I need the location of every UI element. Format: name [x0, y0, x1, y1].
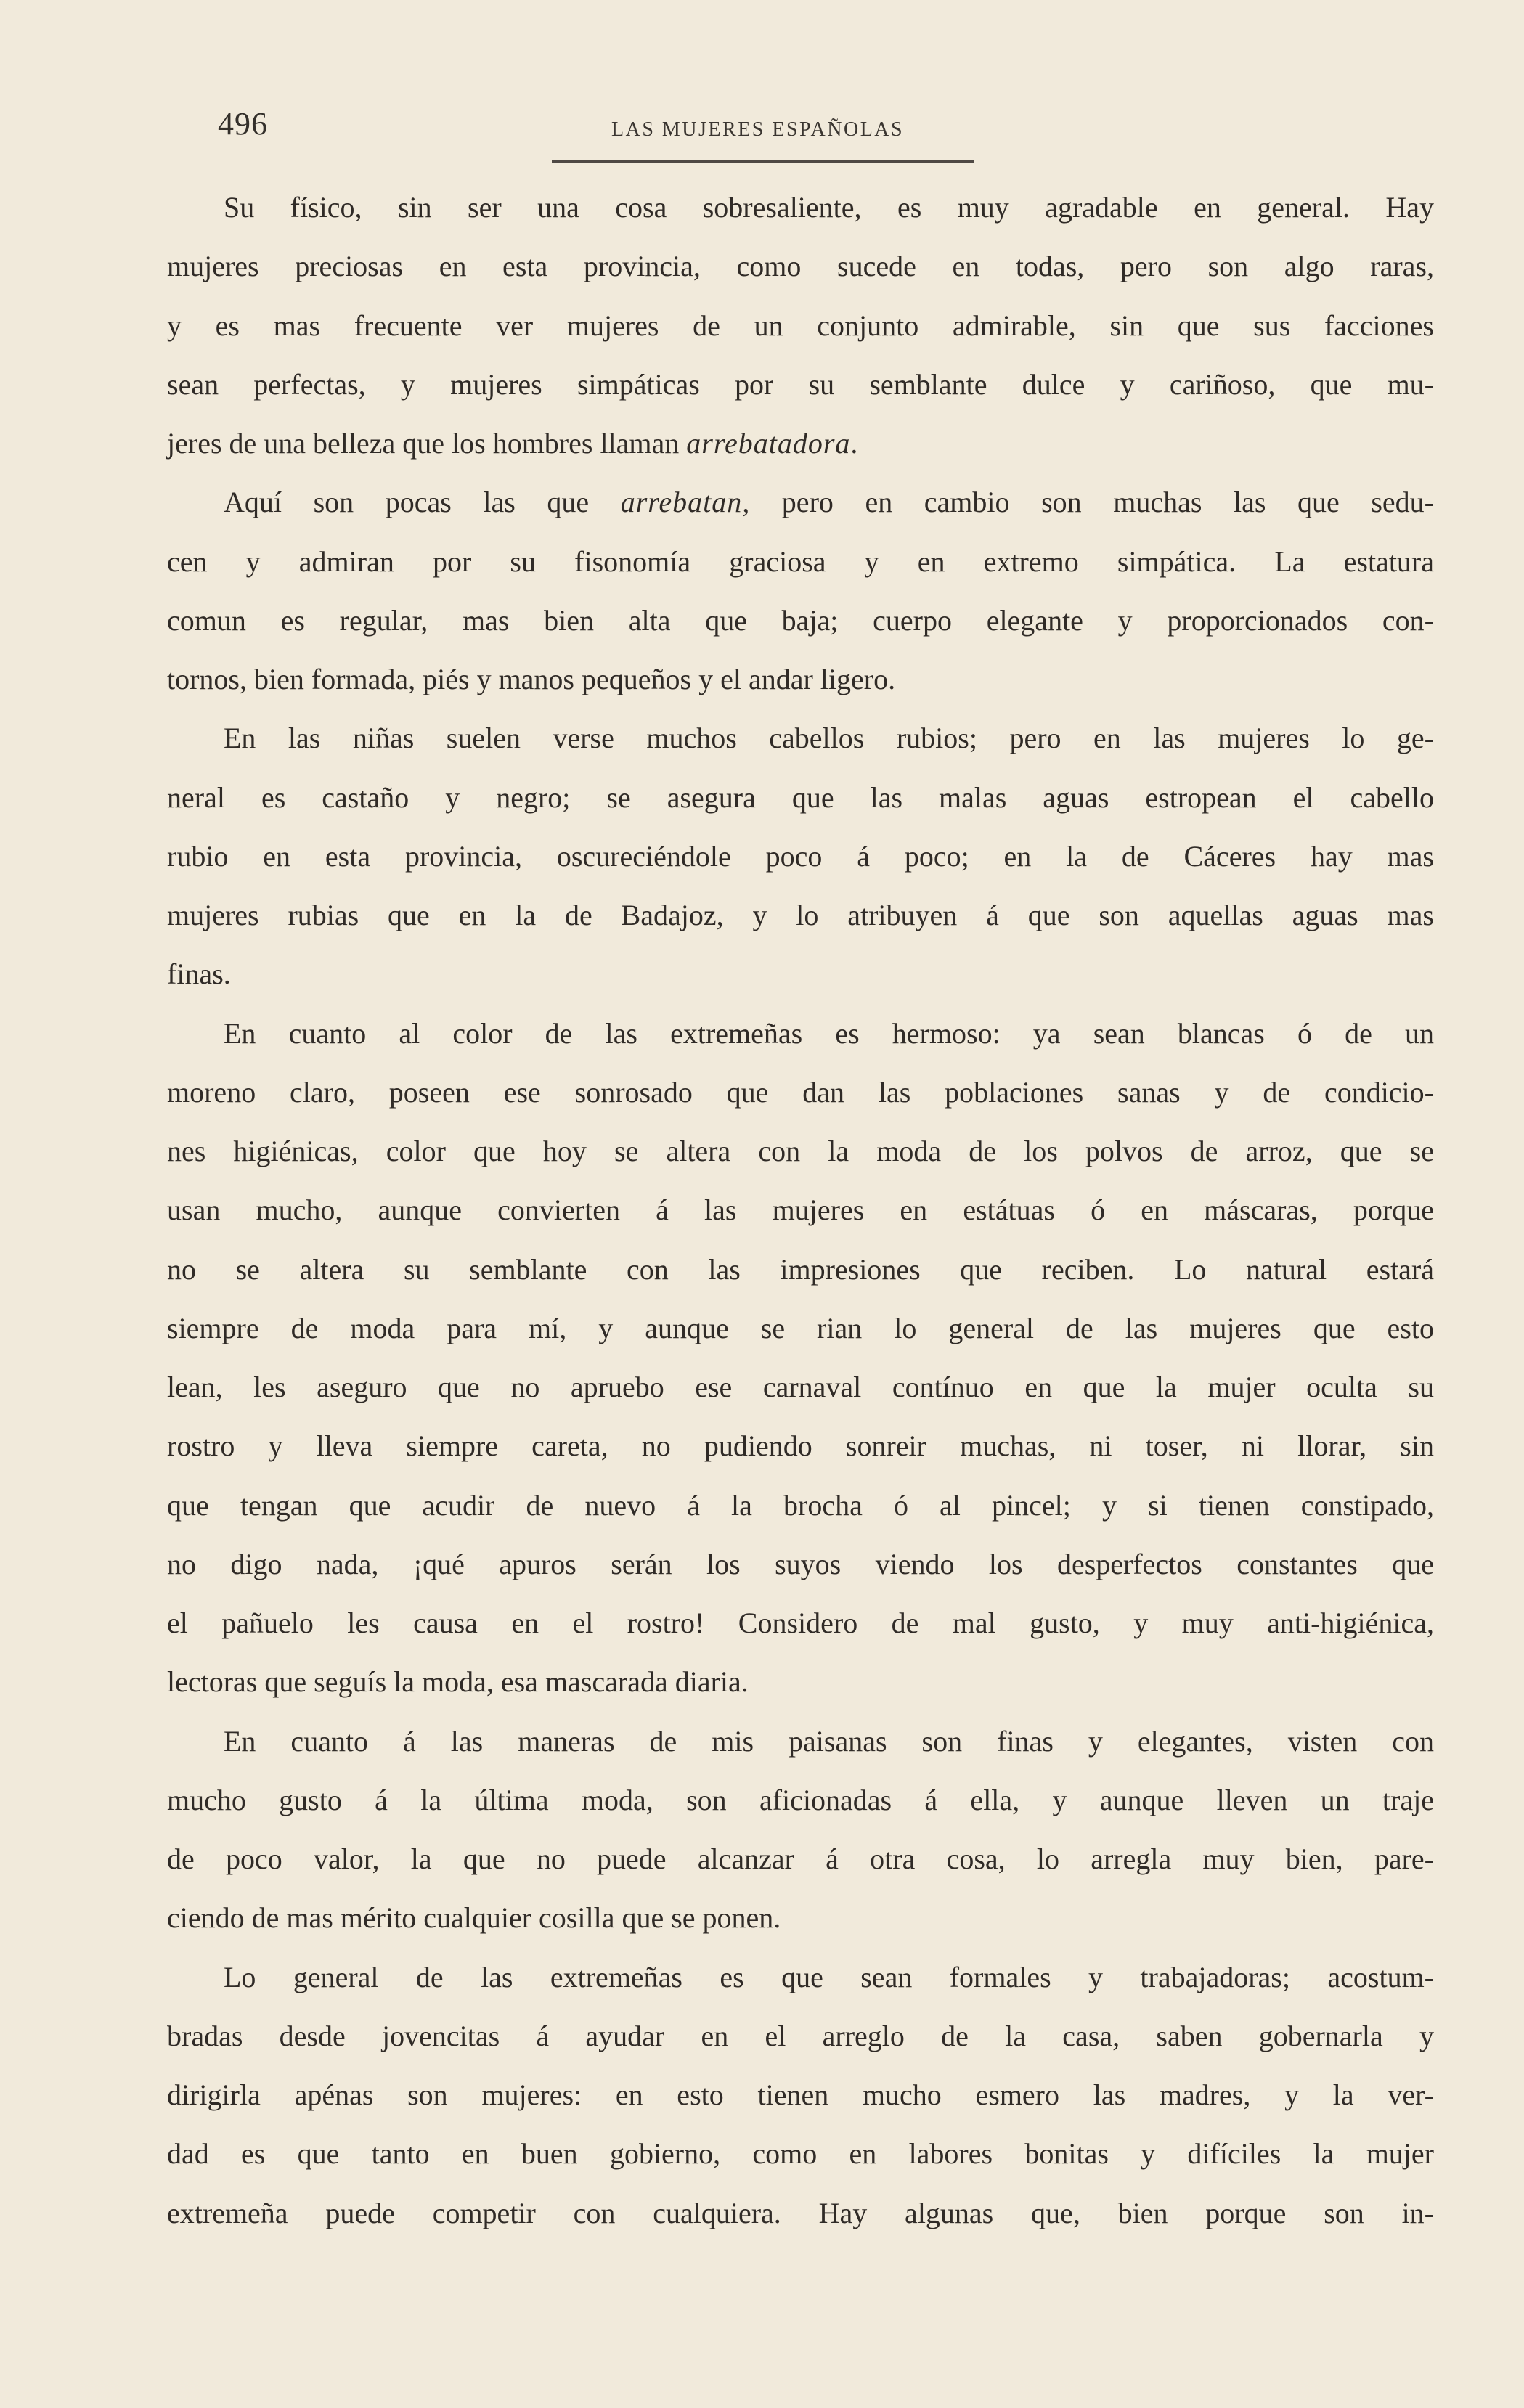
paragraph-4 [167, 1004, 1434, 1712]
page-header [218, 105, 1445, 171]
page-number: 496 [218, 106, 268, 142]
text-line: nes higiénicas, color que hoy se altera con la moda de los polvos de arroz, que se [167, 1135, 1434, 1167]
text-fragment: jeres de una belleza que los hombres llaman [167, 427, 687, 460]
text-fragment: pero en cambio son muchas las que sedu- [750, 486, 1434, 519]
text-line: En las niñas suelen verse muchos cabellos rubios; pero en las mujeres lo ge- [224, 722, 1434, 755]
text-line: no digo nada, ¡qué apuros serán los suyos viendo los desperfectos constantes que [167, 1547, 1434, 1580]
text-line: sean perfectas, y mujeres simpáticas por su semblante dulce y cariñoso, que mu- [167, 367, 1434, 401]
text-line: tornos, bien formada, piés y manos pequeños y el andar ligero. [167, 663, 896, 695]
text-line: bradas desde jovencitas á ayudar en el arreglo de la casa, saben gobernarla y [167, 2019, 1434, 2052]
main-text-body [167, 178, 1434, 2242]
text-fragment: Aquí son pocas las que [224, 486, 621, 519]
text-line [167, 473, 1434, 531]
text-line: usan mucho, aunque convierten á las mujeres en estátuas ó en máscaras, porque [167, 1193, 1434, 1227]
text-line: no se altera su semblante con las impresiones que reciben. Lo natural estará [167, 1252, 1434, 1286]
text-line [167, 414, 1434, 473]
text-line: dad es que tanto en buen gobierno, como en labores bonitas y difíciles la mujer [167, 2137, 1434, 2171]
text-line: mujeres preciosas en esta provincia, como sucede en todas, pero son algo raras, [167, 250, 1434, 283]
text-line: rostro y lleva siempre careta, no pudiendo sonreir muchas, ni toser, ni llorar, sin [167, 1429, 1434, 1463]
text-line: de poco valor, la que no puede alcanzar á otra cosa, lo arregla muy bien, pare- [167, 1842, 1434, 1875]
text-line: el pañuelo les causa en el rostro! Considero de mal gusto, y muy anti-higiénica, [167, 1607, 1434, 1639]
text-line: moreno claro, poseen ese sonrosado que dan las poblaciones sanas y de condicio- [167, 1075, 1434, 1109]
text-line: dirigirla apénas son mujeres: en esto tienen mucho esmero las madres, y la ver- [167, 2078, 1434, 2111]
paragraph-2 [167, 473, 1434, 709]
text-line: cen y admiran por su fisonomía graciosa y en extremo simpática. La estatura [167, 544, 1434, 578]
text-line: siempre de moda para mí, y aunque se rian lo general de las mujeres que esto [167, 1311, 1434, 1344]
text-line: En cuanto á las maneras de mis paisanas son finas y elegantes, visten con [224, 1724, 1434, 1758]
text-line: ciendo de mas mérito cualquier cosilla que se ponen. [167, 1901, 781, 1935]
italic-term: arrebatadora [686, 427, 851, 460]
text-line: En cuanto al color de las extremeñas es hermoso: ya sean blancas ó de un [224, 1016, 1434, 1050]
text-line: neral es castaño y negro; se asegura que las malas aguas estropean el cabello [167, 780, 1434, 814]
paragraph-6 [167, 1948, 1434, 2242]
text-line: y es mas frecuente ver mujeres de un conjunto admirable, sin que sus facciones [167, 309, 1434, 342]
italic-term: arrebatan, [620, 486, 751, 519]
paragraph-5 [167, 1712, 1434, 1948]
text-line: Su físico, sin ser una cosa sobresaliente, es muy agradable en general. Hay [224, 191, 1434, 224]
text-line: Lo general de las extremeñas es que sean formales y trabajadoras; acostum- [224, 1960, 1434, 1993]
running-title: LAS MUJERES ESPAÑOLAS [611, 118, 905, 141]
paragraph-1 [167, 178, 1434, 473]
text-line: comun es regular, mas bien alta que baja; cuerpo elegante y proporcionados con- [167, 603, 1434, 637]
text-line: lean, les aseguro que no apruebo ese carnaval contínuo en que la mujer oculta su [167, 1371, 1434, 1403]
text-line: extremeña puede competir con cualquiera. Hay algunas que, bien porque son in- [167, 2196, 1434, 2229]
header-rule [552, 160, 974, 163]
text-line: lectoras que seguís la moda, esa mascarada diaria. [167, 1665, 749, 1699]
text-line: que tengan que acudir de nuevo á la brocha ó al pincel; y si tienen constipado, [167, 1488, 1434, 1522]
text-line: mujeres rubias que en la de Badajoz, y lo atribuyen á que son aquellas aguas mas [167, 899, 1434, 931]
text-line: mucho gusto á la última moda, son aficionadas á ella, y aunque lleven un traje [167, 1783, 1434, 1816]
text-line: rubio en esta provincia, oscureciéndole poco á poco; en la de Cáceres hay mas [167, 839, 1434, 873]
paragraph-3 [167, 709, 1434, 1003]
text-line: finas. [167, 958, 231, 991]
text-fragment: . [850, 427, 858, 460]
